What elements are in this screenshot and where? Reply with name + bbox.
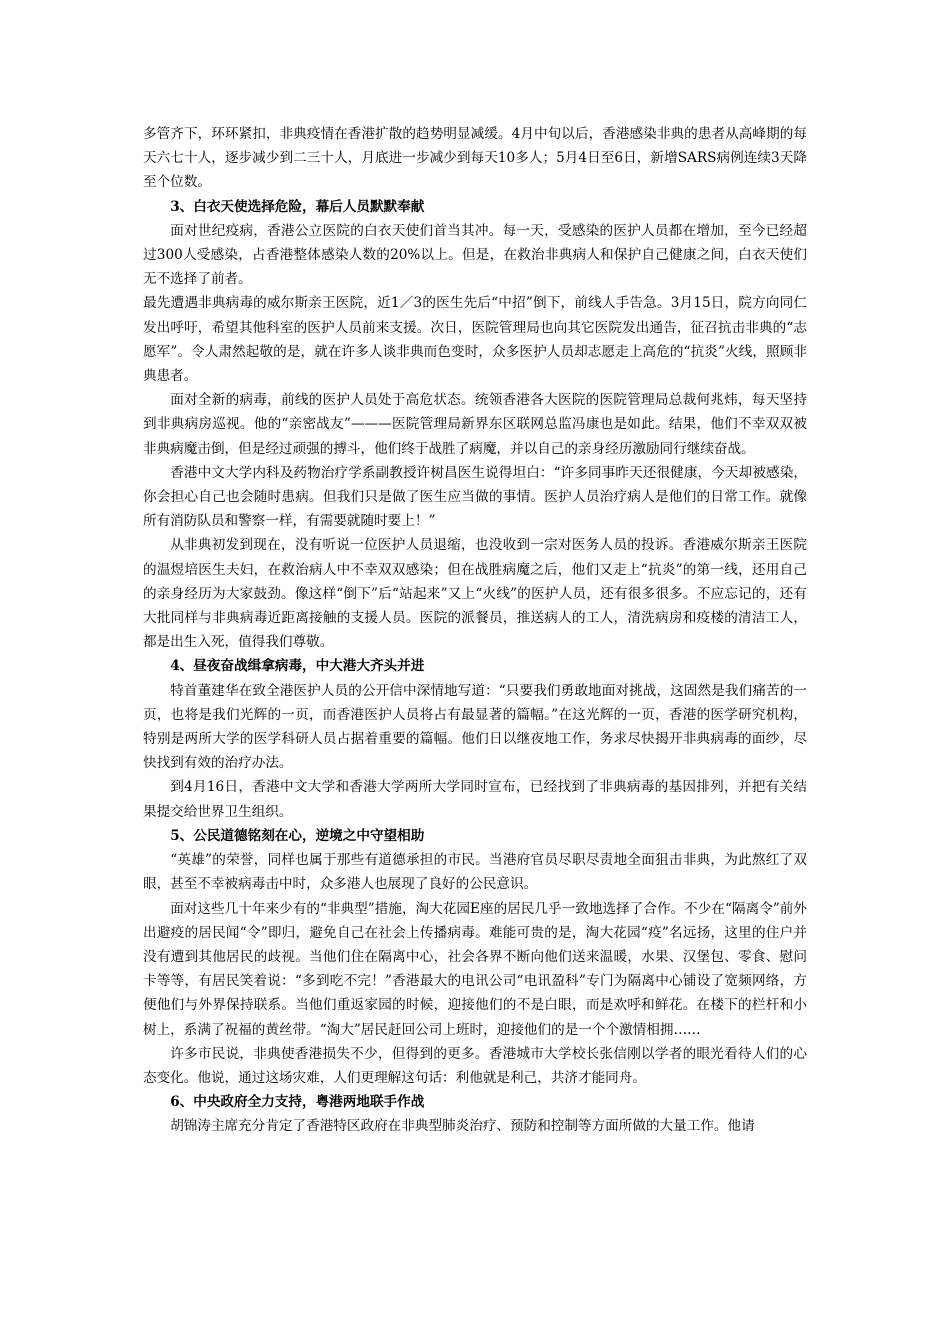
document-body	[143, 122, 807, 1139]
paragraph: 胡锦涛主席充分肯定了香港特区政府在非典型肺炎治疗、预防和控制等方面所做的大量工作。他请	[170, 1118, 755, 1135]
paragraph: 香港中文大学内科及药物治疗学系副教授许树昌医生说得坦白：“许多同事昨天还很健康，今天却被感染，你会担心自己也会随时患病。但我们只是做了医生应当做的事情。医护人员治疗病人是他们的日常工作。就像所有消防队员和警察一样，有需要就随时要上！”	[143, 464, 807, 530]
paragraph: 到4月16日，香港中文大学和香港大学两所大学同时宣布，已经找到了非典病毒的基因排列，并把有关结果提交给世界卫生组织。	[143, 779, 807, 820]
paragraph: 许多市民说，非典使香港损失不少，但得到的更多。香港城市大学校长张信刚以学者的眼光看待人们的心态变化。他说，通过这场灾难，人们更理解这句话：利他就是利己，共济才能同舟。	[143, 1045, 807, 1086]
paragraph: 面对全新的病毒，前线的医护人员处于高危状态。统领香港各大医院的医院管理局总裁何兆炜，每天坚持到非典病房巡视。他的“亲密战友”———医院管理局新界东区联网总监冯康也是如此。结果，他们不幸双双被非典病魔击倒，但是经过顽强的搏斗，他们终于战胜了病魔，并以自己的亲身经历激励同行继续奋战。	[143, 392, 807, 457]
paragraph: 最先遭遇非典病毒的威尔斯亲王医院，近1／3的医生先后“中招”倒下，前线人手告急。3月15日，院方向同仁发出呼吁，希望其他科室的医护人员前来支援。次日，医院管理局也向其它医院发出通告，征召抗击非典的“志愿军”。令人肃然起敬的是，就在许多人谈非典而色变时，众多医护人员却志愿走上高危的“抗炎”火线，照顾非典患者。	[143, 295, 807, 385]
paragraph: 特首董建华在致全港医护人员的公开信中深情地写道：“只要我们勇敢地面对挑战，这固然是我们痛苦的一页，也将是我们光辉的一页，而香港医护人员将占有最显著的篇幅。”在这光辉的一页，香港的医学研究机构，特别是两所大学的医学科研人员占据着重要的篇幅。他们日以继夜地工作，务求尽快揭开非典病毒的面纱，尽快找到有效的治疗办法。	[143, 682, 807, 772]
paragraph: 面对这些几十年来少有的“非典型”措施，淘大花园E座的居民几乎一致地选择了合作。不少在“隔离令”前外出避疫的居民闻“令”即归，避免自己在社会上传播病毒。难能可贵的是，淘大花园“疫”名远扬，这里的住户并没有遭到其他居民的歧视。当他们住在隔离中心，社会各界不断向他们送来温暖，水果、汉堡包、零食、慰问卡等等，有居民笑着说：“多到吃不完！”香港最大的电讯公司“电讯盈科”专门为隔离中心铺设了宽频网络，方便他们与外界保持联系。当他们重返家园的时候，迎接他们的不是白眼，而是欢呼和鲜花。在楼下的栏杆和小树上，系满了祝福的黄丝带。“淘大”居民赶回公司上班时，迎接他们的是一个个激情相拥……	[143, 900, 807, 1038]
section-heading: 3、白衣天使选择危险，幕后人员默默奉献	[170, 198, 425, 215]
paragraph: 从非典初发到现在，没有听说一位医护人员退缩，也没收到一宗对医务人员的投诉。香港威尔斯亲王医院的温煜培医生夫妇，在救治病人中不幸双双感染；但在战胜病魔之后，他们又走上“抗炎”的第一线，还用自己的亲身经历为大家鼓劲。像这样“倒下”后“站起来”又上“火线”的医护人员，还有很多很多。不应忘记的，还有大批同样与非典病毒近距离接触的支援人员。医院的派餐员，推送病人的工人，清洗病房和疫楼的清洁工人，都是出生入死，值得我们尊敬。	[143, 537, 807, 651]
paragraph: 多管齐下，环环紧扣，非典疫情在香港扩散的趋势明显减缓。4月中旬以后，香港感染非典的患者从高峰期的每天六七十人，逐步减少到二三十人，月底进一步减少到每天10多人；5月4日至6日，新增SARS病例连续3天降至个位数。	[143, 126, 807, 191]
section-heading: 5、公民道德铭刻在心，逆境之中守望相助	[170, 827, 425, 844]
section-heading: 6、中央政府全力支持，粤港两地联手作战	[170, 1094, 425, 1111]
section-heading: 4、昼夜奋战缉拿病毒，中大港大齐头并进	[170, 658, 425, 675]
paragraph: 面对世纪疫病，香港公立医院的白衣天使们首当其冲。每一天，受感染的医护人员都在增加，至今已经超过300人受感染，占香港整体感染人数的20%以上。但是，在救治非典病人和保护自己健康之间，白衣天使们无不选择了前者。	[143, 222, 807, 288]
paragraph: “英雄”的荣誉，同样也属于那些有道德承担的市民。当港府官员尽职尽责地全面狙击非典，为此熬红了双眼，甚至不幸被病毒击中时，众多港人也展现了良好的公民意识。	[143, 852, 807, 893]
